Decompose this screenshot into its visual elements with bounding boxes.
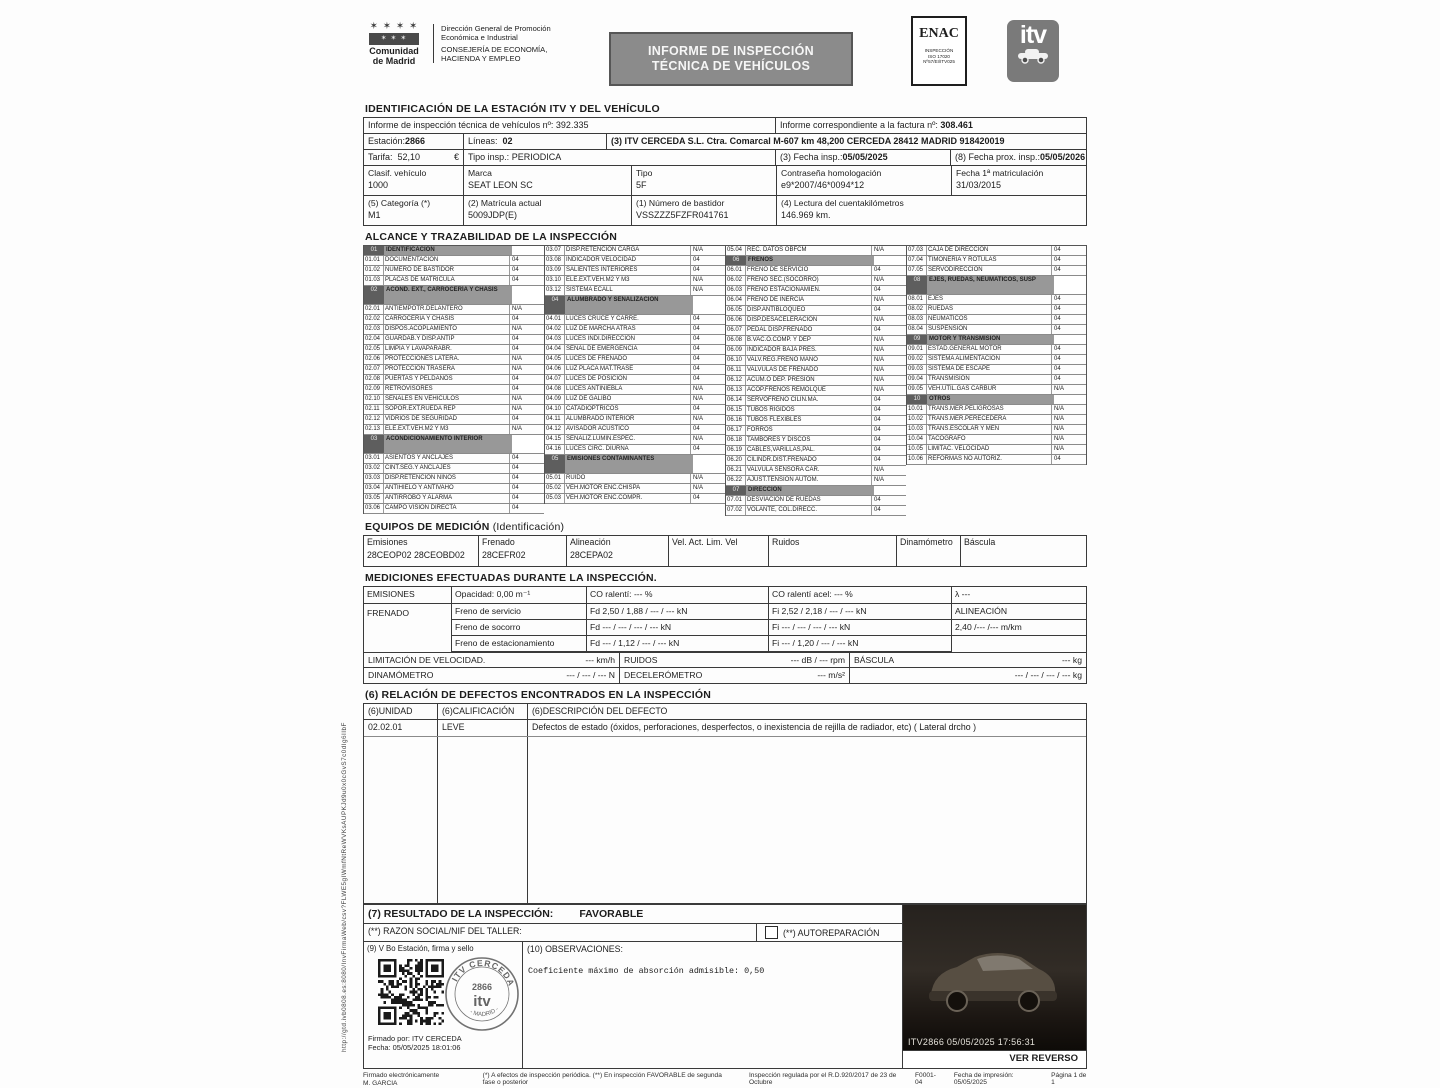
inspection-item-row: 08.04 SUSPENSION 04 <box>907 325 1086 335</box>
inspection-item-row: 04.07 LUCES DE POSICION 04 <box>545 375 725 385</box>
emissions-label: EMISIONES <box>364 587 452 604</box>
autoreparacion-checkbox[interactable] <box>765 926 778 939</box>
inspection-item-row: 04.05 LUCES DE FRENADO 04 <box>545 355 725 365</box>
inspection-scope-grid <box>363 245 1087 516</box>
section-title-identificacion: IDENTIFICACIÓN DE LA ESTACIÓN ITV Y DEL VEHÍCULO <box>365 103 660 115</box>
inspection-item-row: 02.09 RETROVISORES 04 <box>364 385 544 395</box>
inspection-item-row: 06.01 FRENO DE SERVICIO 04 <box>726 266 906 276</box>
brake-fi-value: Fi --- / 1,20 / --- / --- kN <box>769 636 951 652</box>
inspection-item-row: 03.02 CINT.SEG.Y ANCLAJES 04 <box>364 464 544 474</box>
next-inspection-date: (8) Fecha prox. insp.:05/05/2026 <box>955 152 1086 162</box>
inspection-item-row: 04.10 CATADIOPTRICOS 04 <box>545 405 725 415</box>
inspection-item-row: 10.03 TRANS.ESCOLAR Y MEN N/A <box>907 425 1086 435</box>
alignment-label: ALINEACIÓN <box>952 604 1086 620</box>
brake-rows <box>452 604 951 652</box>
inspection-item-row: 04.15 SEÑALIZ.LUMIN.ESPEC. N/A <box>545 435 725 445</box>
inspection-item-row: 02.11 SOPOR.EXT.RUEDA REP N/A <box>364 405 544 415</box>
photo-timestamp: ITV2866 05/05/2025 17:56:31 <box>908 1037 1036 1048</box>
inspection-item-row: 06.20 CILINDR.DIST.FRENADO 04 <box>726 456 906 466</box>
inspection-item-row: 02.02 CARROCERIA Y CHASIS 04 <box>364 315 544 325</box>
speed-limiter-row: LIMITACIÓN DE VELOCIDAD. --- km/h <box>364 653 620 668</box>
inspection-type: Tipo insp.: PERIODICA <box>464 150 776 165</box>
inspection-item-row: 07.01 DESVIACION DE RUEDAS 04 <box>726 496 906 506</box>
brake-fd-value: Fd 2,50 / 1,88 / --- / --- kN <box>587 604 769 620</box>
braking-label: FRENADO <box>364 604 452 652</box>
homologation-code: Contraseña homologación e9*2007/46*0094*12 <box>777 166 952 195</box>
scale-row-2: --- / --- / --- / --- kg <box>1014 670 1082 680</box>
invoice-number: Informe correspondiente a la factura nº: 308.461 <box>780 120 973 130</box>
inspection-item-row: 02.07 PROTECCION TRASERA N/A <box>364 365 544 375</box>
inspection-item-row: 05.01 RUIDO N/A <box>545 474 725 484</box>
inspection-category-header: 04 ALUMBRADO Y SEÑALIZACIÓN <box>545 296 725 315</box>
category: (5) Categoría (*) M1 <box>364 196 464 225</box>
inspection-report-document <box>363 12 1087 1088</box>
inspection-item-row: 04.01 LUCES CRUCE Y CARRE. 04 <box>545 315 725 325</box>
inspection-item-row: 06.04 FRENO DE INERCIA N/A <box>726 296 906 306</box>
inspection-item-row: 06.02 FRENO SEC.(SOCORRO) N/A <box>726 276 906 286</box>
lambda-value: λ --- <box>952 587 1086 604</box>
inspection-item-row: 03.01 ASIENTOS Y ANCLAJES 04 <box>364 454 544 464</box>
inspection-item-row: 06.21 VALVULA SENSORA CAR. N/A <box>726 466 906 476</box>
csv-verification-url: http://gtd.ivb0808.es:8080/InvFirmaWeb/csv?FLWE5gIWmfNtReWVKsAUPKJd9u0x0cGvS7c0dIg6IIbF <box>341 722 348 1052</box>
qr-code <box>378 959 444 1025</box>
tariff: Tarifa: 52,10 € <box>364 150 464 165</box>
madrid-flag-band-icon: ✶ ✶ ✶ <box>369 33 419 45</box>
equipment-cell: Ruidos <box>769 536 897 566</box>
co-idle-value: CO ralentí: --- % <box>587 587 769 604</box>
equipment-cell: Vel. Act. Lim. Vel <box>669 536 769 566</box>
inspection-item-row: 10.06 REFORMAS NO AUTORIZ. 04 <box>907 455 1086 465</box>
inspection-category-header: 02 ACOND. EXT., CARROCERÍA Y CHASIS <box>364 286 544 305</box>
inspection-item-row: 07.02 VOLANTE, COL.DIRECC. 04 <box>726 506 906 516</box>
brake-measure-row <box>452 604 951 620</box>
result-value: FAVORABLE <box>579 908 644 920</box>
inspection-category-header: 10 OTROS <box>907 395 1086 405</box>
defects-empty-area <box>364 736 1086 903</box>
inspection-item-row: 08.03 NEUMATICOS 04 <box>907 315 1086 325</box>
inspection-item-row: 07.03 CAJA DE DIRECCION 04 <box>907 246 1086 256</box>
car-icon <box>1014 48 1052 64</box>
inspection-item-row: 03.08 INDICADOR VELOCIDAD 04 <box>545 256 725 266</box>
defect-row: 02.02.01 LEVE Defectos de estado (óxidos, perforaciones, desperfectos, o inexistencia de rejilla de radiador, etc) ( Lateral drcho ) <box>364 720 1086 736</box>
inspection-category-header: 03 ACONDICIONAMIENTO INTERIOR <box>364 435 544 454</box>
decelerometer-row: DECELERÓMETRO --- m/s² <box>620 668 850 683</box>
inspection-item-row: 04.02 LUZ DE MARCHA ATRAS 04 <box>545 325 725 335</box>
inspection-item-row: 06.14 SERVOFRENO CILIN.MA. 04 <box>726 396 906 406</box>
enac-logo: ENAC INSPECCIÓN ISO 17020 Nº57/EI/ITV025 <box>911 16 967 86</box>
ver-reverso-label: VER REVERSO <box>903 1050 1086 1068</box>
inspection-item-row: 07.04 TIMONERIA Y ROTULAS 04 <box>907 256 1086 266</box>
inspection-item-row: 06.11 VALVULAS DE FRENADO N/A <box>726 366 906 376</box>
inspection-grid-column <box>544 246 725 504</box>
observations-text: Coeficiente máximo de absorción admisible: 0,50 <box>528 966 765 976</box>
inspection-category-header: 06 FRENOS <box>726 256 906 266</box>
alignment-value: 2,40 /--- /--- m/km <box>952 620 1086 636</box>
inspection-item-row: 05.04 REC. DATOS OBFCM N/A <box>726 246 906 256</box>
inspection-item-row: 09.03 SISTEMA DE ESCAPE 04 <box>907 365 1086 375</box>
make: Marca SEAT LEON SC <box>464 166 632 195</box>
inspection-item-row: 04.09 LUZ DE GALIBO N/A <box>545 395 725 405</box>
station-address: (3) ITV CERCEDA S.L. Ctra. Comarcal M-607 km 48,200 CERCEDA 28412 MADRID 918420019 <box>611 136 1005 146</box>
inspection-category-header: 07 DIRECCIÓN <box>726 486 906 496</box>
inspection-item-row: 06.03 FRENO ESTACIONAMIEN. 04 <box>726 286 906 296</box>
footer-form-code: F0001-04 <box>915 1072 936 1086</box>
brake-fd-value: Fd --- / --- / --- / --- kN <box>587 620 769 636</box>
brake-fd-value: Fd --- / 1,12 / --- / --- kN <box>587 636 769 652</box>
inspection-item-row: 06.06 DISP.DESACELERACION N/A <box>726 316 906 326</box>
inspection-item-row: 03.06 CAMPO VISION DIRECTA 04 <box>364 504 544 514</box>
license-plate: (2) Matrícula actual 5009JDP(E) <box>464 196 632 225</box>
workshop-name-field: (**) RAZON SOCIAL/NIF DEL TALLER: <box>364 924 757 941</box>
footer-page-number: Página 1 de 1 <box>1051 1072 1087 1086</box>
measurement-equipment-table <box>363 535 1087 567</box>
inspection-category-header: 05 EMISIONES CONTAMINANTES <box>545 455 725 474</box>
opacity-value: Opacidad: 0,00 m⁻¹ <box>452 587 587 604</box>
equipment-cell: Frenado 28CEFR02 <box>479 536 567 566</box>
inspection-item-row: 08.02 RUEDAS 04 <box>907 305 1086 315</box>
co-fast-idle-value: CO ralentí acel: --- % <box>769 587 951 604</box>
inspection-item-row: 04.04 SEÑAL DE EMERGENCIA 04 <box>545 345 725 355</box>
vehicle-photo <box>903 905 1086 1050</box>
equipment-cell: Alineación 28CEPA02 <box>567 536 669 566</box>
inspection-item-row: 09.02 SISTEMA ALIMENTACION 04 <box>907 355 1086 365</box>
brake-measure-row <box>452 620 951 636</box>
inspection-item-row: 02.12 VIDRIOS DE SEGURIDAD 04 <box>364 415 544 425</box>
first-registration-date: Fecha 1ª matriculación 31/03/2015 <box>956 168 1044 190</box>
inspection-category-header: 01 IDENTIFICACIÓN <box>364 246 544 256</box>
noise-row: RUIDOS --- dB / --- rpm <box>620 653 850 668</box>
inspection-item-row: 04.03 LUCES INDI.DIRECCION 04 <box>545 335 725 345</box>
inspection-item-row: 02.05 LIMPIA Y LAVAPARABR. 04 <box>364 345 544 355</box>
inspection-item-row: 06.13 ACOP.FRENOS REMOLQUE N/A <box>726 386 906 396</box>
equipment-cell: Báscula <box>964 537 996 547</box>
inspection-item-row: 06.16 TUBOS FLEXIBLES 04 <box>726 416 906 426</box>
type: Tipo 5F <box>632 166 777 195</box>
inspection-item-row: 02.01 ANTIEMPOTR.DELANTERO N/A <box>364 305 544 315</box>
equipment-cell: Emisiones 28CEOP02 28CEOBD02 <box>364 536 479 566</box>
document-header <box>363 12 1087 98</box>
footer-print-date: Fecha de impresión: 05/05/2025 <box>953 1072 1014 1086</box>
brake-measure-row <box>452 636 951 652</box>
inspection-item-row: 04.06 LUZ PLACA MAT.TRASE 04 <box>545 365 725 375</box>
alignment-empty <box>952 636 1086 652</box>
inspection-item-row: 06.08 B.VAC.O.COMP. Y DEP N/A <box>726 336 906 346</box>
inspection-item-row: 04.16 LUCES CIRC. DIURNA 04 <box>545 445 725 455</box>
inspection-item-row: 06.05 DISP.ANTIBLOQUEO 04 <box>726 306 906 316</box>
defects-table <box>363 703 1087 904</box>
inspection-item-row: 02.04 GUARDAB.Y DISP.ANTIP 04 <box>364 335 544 345</box>
defects-header-row: (6)UNIDAD (6)CALIFICACIÓN (6)DESCRIPCIÓN DEL DEFECTO <box>364 704 1086 720</box>
inspection-item-row: 03.12 SISTEMA ECALL N/A <box>545 286 725 296</box>
inspection-item-row: 02.08 PUERTAS Y PELDAÑOS 04 <box>364 375 544 385</box>
inspection-item-row: 03.09 SALIENTES INTERIORES 04 <box>545 266 725 276</box>
section-title-alcance: ALCANCE Y TRAZABILIDAD DE LA INSPECCIÓN <box>365 231 618 243</box>
footer-note: (*) A efectos de inspección periódica. (**) En inspección FAVORABLE de segunda fase o posterior <box>482 1072 722 1086</box>
inspection-item-row: 04.08 LUCES ANTINIEBLA N/A <box>545 385 725 395</box>
inspection-item-row: 02.13 ELE.EXT.VEH.M2 Y M3 N/A <box>364 425 544 435</box>
inspection-item-row: 10.01 TRANS.MER.PELIGROSAS N/A <box>907 405 1086 415</box>
dynamometer-row: DINAMÓMETRO --- / --- / --- N <box>364 668 620 683</box>
section-title-mediciones: MEDICIONES EFECTUADAS DURANTE LA INSPECCIÓN. <box>365 572 657 584</box>
comunidad-madrid-logo <box>363 22 425 66</box>
autoreparacion-label: (**) AUTOREPARACIÓN <box>783 927 880 938</box>
inspection-grid-column <box>363 246 544 514</box>
report-title: INFORME DE INSPECCIÓN TÉCNICA DE VEHÍCULOS <box>609 32 853 86</box>
inspection-item-row: 02.03 DISPOS.ACOPLAMIENTO N/A <box>364 325 544 335</box>
inspection-category-header: 09 MOTOR Y TRANSMISIÓN <box>907 335 1086 345</box>
inspection-item-row: 01.03 PLACAS DE MATRICULA 04 <box>364 276 544 286</box>
inspection-item-row: 03.04 ANTIHIELO Y ANTIVAHO 04 <box>364 484 544 494</box>
equipment-cell: Dinamómetro <box>897 536 961 566</box>
svg-text:itv: itv <box>473 993 491 1010</box>
inspection-item-row: 06.12 ACUM.O DEP. PRESION N/A <box>726 376 906 386</box>
brake-row-label: Freno de estacionamiento <box>452 636 587 652</box>
vin: (1) Número de bastidor VSSZZZ5FZFR041761 <box>632 196 777 225</box>
footer-regulation: Inspección regulada por el R.D.920/2017 de 23 de Octubre <box>748 1072 897 1086</box>
svg-text:ITV CERCEDA: ITV CERCEDA <box>449 957 517 988</box>
inspection-item-row: 06.10 VALV.REG.FRENO MANO N/A <box>726 356 906 366</box>
inspection-item-row: 06.07 PEDAL DISP.FRENADO 04 <box>726 326 906 336</box>
report-number: Informe de inspección técnica de vehículos nº: 392.335 <box>364 118 776 133</box>
inspection-item-row: 06.19 CABLES,VARILLAS,PAL. 04 <box>726 446 906 456</box>
inspection-item-row: 06.09 INDICADOR BAJA PRES. N/A <box>726 346 906 356</box>
signature-info: Firmado por: ITV CERCEDA Fecha: 05/05/2025 18:01:06 <box>368 1034 462 1052</box>
svg-text:- MADRID -: - MADRID - <box>468 1006 501 1019</box>
logo-caption: Comunidad de Madrid <box>369 46 419 66</box>
observations-cell: (10) OBSERVACIONES: Coeficiente máximo de absorción admisible: 0,50 <box>527 944 765 976</box>
vehicle-class: Clasif. vehículo 1000 <box>364 166 464 195</box>
vehicle-silhouette <box>917 943 1067 1021</box>
station-number: Estación:2866 <box>364 134 464 149</box>
inspection-date: (3) Fecha insp.:05/05/2025 <box>776 150 951 165</box>
station-signature-cell: (9) V Bo Estación, firma y sello ITV CERCEDA 2866 itv - MADRID - Firmado por: ITV CERCEDA Fecha: 05/05/2025 18:01:06 <box>364 942 523 1068</box>
result-title: (7) RESULTADO DE LA INSPECCIÓN: FAVORABLE <box>364 905 902 924</box>
inspection-item-row: 10.02 TRANS.MER.PERECEDERA N/A <box>907 415 1086 425</box>
inspection-item-row: 06.15 TUBOS RIGIDOS 04 <box>726 406 906 416</box>
madrid-stars-icon: ✶ ✶ ✶ ✶ <box>369 21 419 32</box>
inspection-grid-column <box>906 246 1087 465</box>
inspection-item-row: 10.04 TACOGRAFO N/A <box>907 435 1086 445</box>
electronic-signature-note: Firmado electrónicamente M. GARCIA <box>363 1072 440 1087</box>
inspection-item-row: 09.01 ESTAD.GENERAL MOTOR 04 <box>907 345 1086 355</box>
inspection-item-row: 05.02 VEH.MOTOR ENC.CHISPA N/A <box>545 484 725 494</box>
inspection-item-row: 01.01 DOCUMENTACIÓN 04 <box>364 256 544 266</box>
inspection-item-row: 10.05 LIMITAC. VELOCIDAD N/A <box>907 445 1086 455</box>
inspection-item-row: 07.05 SERVODIRECCION 04 <box>907 266 1086 276</box>
inspection-item-row: 08.01 EJES 04 <box>907 295 1086 305</box>
section-title-defectos: (6) RELACIÓN DE DEFECTOS ENCONTRADOS EN LA INSPECCIÓN <box>365 689 712 701</box>
inspection-item-row: 03.10 ELE.EXT.VEH.M2 Y M3 N/A <box>545 276 725 286</box>
inspection-item-row: 05.03 VEH.MOTOR ENC.COMPR. 04 <box>545 494 725 504</box>
brake-fi-value: Fi --- / --- / --- / --- kN <box>769 620 951 636</box>
speed-noise-table <box>363 653 1087 684</box>
itv-logo: itv <box>1007 20 1059 82</box>
inspection-item-row: 04.11 ALUMBRADO INTERIOR N/A <box>545 415 725 425</box>
odometer-reading: (4) Lectura del cuentakilómetros 146.969 km. <box>781 198 904 220</box>
lines: Líneas: 02 <box>464 134 607 149</box>
measurements-table <box>363 586 1087 653</box>
inspection-item-row: 03.03 DISP.RETENCION NIÑOS 04 <box>364 474 544 484</box>
inspection-item-row: 06.22 AJUST.TENSION AUTOM. N/A <box>726 476 906 486</box>
section-title-equipos: EQUIPOS DE MEDICIÓN (Identificación) <box>365 521 565 533</box>
inspection-item-row: 02.06 PROTECCIONES LATERA. N/A <box>364 355 544 365</box>
inspection-grid-column <box>725 246 906 516</box>
brake-fi-value: Fi 2,52 / 2,18 / --- / --- kN <box>769 604 951 620</box>
station-stamp <box>442 954 522 1034</box>
inspection-item-row: 03.07 DISP.RETENCION CARGA N/A <box>545 246 725 256</box>
inspection-category-header: 08 EJES, RUEDAS, NEUMATICOS, SUSP <box>907 276 1086 295</box>
inspection-item-row: 04.12 AVISADOR ACUSTICO 04 <box>545 425 725 435</box>
result-section <box>363 904 1087 1069</box>
brake-row-label: Freno de servicio <box>452 604 587 620</box>
svg-text:2866: 2866 <box>471 982 493 992</box>
inspection-item-row: 09.04 TRANSMISION 04 <box>907 375 1086 385</box>
inspection-item-row: 06.17 FORROS 04 <box>726 426 906 436</box>
scale-row: BÁSCULA --- kg <box>850 653 1086 668</box>
workshop-row <box>364 924 902 942</box>
department-text: Dirección General de Promoción Económica e Industrial CONSEJERÍA DE ECONOMÍA, HACIENDA Y EMPLEO <box>433 24 583 63</box>
page-footer <box>363 1072 1087 1088</box>
inspection-item-row: 09.05 VEH.UTIL.GAS CARBUR N/A <box>907 385 1086 395</box>
inspection-item-row: 02.10 SEÑALES EN VEHICULOS N/A <box>364 395 544 405</box>
identification-table <box>363 117 1087 226</box>
inspection-item-row: 06.18 TAMBORES Y DISCOS 04 <box>726 436 906 446</box>
inspection-item-row: 03.05 ANTIRROBO Y ALARMA 04 <box>364 494 544 504</box>
inspection-item-row: 01.02 NUMERO DE BASTIDOR 04 <box>364 266 544 276</box>
brake-row-label: Freno de socorro <box>452 620 587 636</box>
